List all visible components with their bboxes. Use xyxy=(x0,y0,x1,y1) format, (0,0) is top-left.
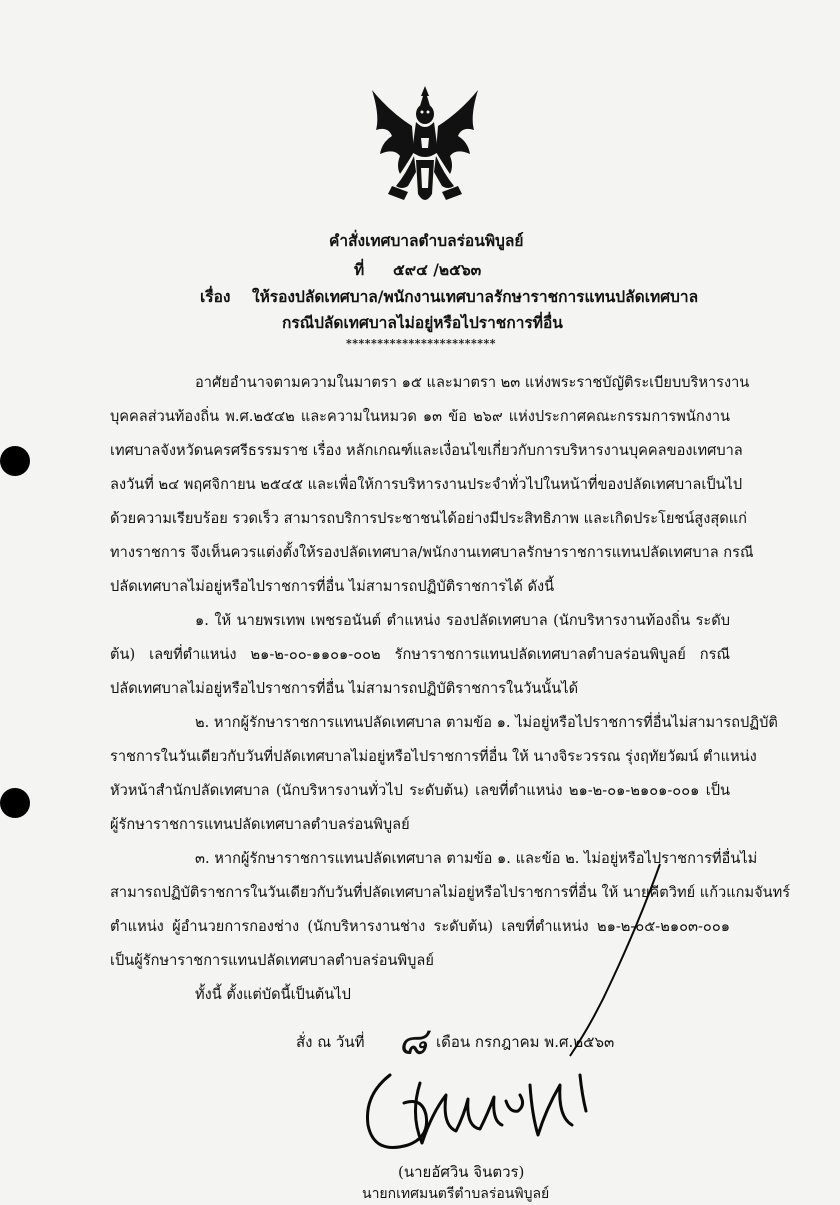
subject-line-2: กรณีปลัดเทศบาลไม่อยู่หรือไปราชการที่อื่น xyxy=(282,313,563,332)
effective-clause: ทั้งนี้ ตั้งแต่บัดนี้เป็นต้นไป xyxy=(195,986,351,1003)
paragraph-line: ปลัดเทศบาลไม่อยู่หรือไปราชการที่อื่น ไม่สามารถปฏิบัติราชการได้ ดังนี้ xyxy=(110,578,555,595)
signature-scribble-icon xyxy=(360,1055,600,1165)
paragraph-line: ทางราชการ จึงเห็นควรแต่งตั้งให้รองปลัดเทศบาล/พนักงานเทศบาลรักษาราชการแทนปลัดเทศบาล กรณี xyxy=(110,544,754,561)
paragraph-line: ตำแหน่ง ผู้อำนวยการกองช่าง (นักบริหารงานช่าง ระดับต้น) เลขที่ตำแหน่ง ๒๑-๒-๐๕-๒๑๐๓-๐๐๑ xyxy=(110,918,730,935)
paragraph-line: ปลัดเทศบาลไม่อยู่หรือไปราชการที่อื่น ไม่สามารถปฏิบัติราชการในวันนั้นได้ xyxy=(110,680,579,697)
paragraph-line: ๑. ให้ นายพรเทพ เพชรอนันต์ ตำแหน่ง รองปลัดเทศบาล (นักบริหารงานท้องถิ่น ระดับ xyxy=(195,612,730,629)
ordered-month-year: เดือน กรกฎาคม พ.ศ.๒๕๖๓ xyxy=(436,1033,615,1051)
punch-hole xyxy=(0,446,30,476)
paragraph-line: ๓. หากผู้รักษาราชการแทนปลัดเทศบาล ตามข้อ ๑. และข้อ ๒. ไม่อยู่หรือไปราชการที่อื่นไม่ xyxy=(195,850,758,867)
document-title: คำสั่งเทศบาลตำบลร่อนพิบูลย์ xyxy=(329,231,524,250)
ordered-date-label: สั่ง ณ วันที่ xyxy=(296,1033,365,1051)
punch-hole xyxy=(0,788,30,818)
paragraph-line: เป็นผู้รักษาราชการแทนปลัดเทศบาลตำบลร่อนพิบูลย์ xyxy=(110,952,434,969)
paragraph-line: หัวหน้าสำนักปลัดเทศบาล (นักบริหารงานทั่วไป ระดับต้น) เลขที่ตำแหน่ง ๒๑-๒-๐๑-๒๑๐๑-๐๐๑ เป็น xyxy=(110,782,730,799)
signer-position: นายกเทศมนตรีตำบลร่อนพิบูลย์ xyxy=(362,1186,550,1202)
separator: ************************ xyxy=(346,337,497,350)
paragraph-line: ผู้รักษาราชการแทนปลัดเทศบาลตำบลร่อนพิบูลย์ xyxy=(110,816,410,833)
paragraph-line: ต้น) เลขที่ตำแหน่ง ๒๑-๒-๐๐-๑๑๐๑-๐๐๒ รักษาราชการแทนปลัดเทศบาลตำบลร่อนพิบูลย์ กรณี xyxy=(110,646,730,663)
paragraph-line: สามารถปฏิบัติราชการในวันเดียวกับวันที่ปลัดเทศบาลไม่อยู่หรือไปราชการที่อื่น ให้ นายคีตวิทย์ แก้วแกมจันทร์ xyxy=(110,884,791,901)
paragraph-line: อาศัยอำนาจตามความในมาตรา ๑๕ และมาตรา ๒๓ แห่งพระราชบัญัติระเบียบบริหารงาน xyxy=(195,374,750,391)
paragraph-line: ด้วยความเรียบร้อย รวดเร็ว สามารถบริการประชาชนได้อย่างมีประสิทธิภาพ และเกิดประโยชน์สูงสุดแก่ xyxy=(110,510,747,527)
garuda-emblem-icon xyxy=(366,82,484,212)
subject-label: เรื่อง xyxy=(200,287,231,306)
paragraph-line: ลงวันที่ ๒๔ พฤศจิกายน ๒๕๔๕ และเพื่อให้การบริหารงานประจำทั่วไปในหน้าที่ของปลัดเทศบาลเป็นไป xyxy=(110,476,743,493)
pen-stroke-icon xyxy=(560,860,670,1060)
subject-line-1: ให้รองปลัดเทศบาล/พนักงานเทศบาลรักษาราชการแทนปลัดเทศบาล xyxy=(252,287,699,306)
handwritten-day: ๘ xyxy=(398,1019,428,1063)
order-number-label: ที่ xyxy=(354,260,365,279)
order-number: ๕๙๔ /๒๕๖๓ xyxy=(393,260,482,279)
paragraph-line: บุคคลส่วนท้องถิ่น พ.ศ.๒๕๔๒ และความในหมวด ๑๓ ข้อ ๒๖๙ แห่งประกาศคณะกรรมการพนักงาน xyxy=(110,408,730,425)
signer-name: (นายอัศวิน จินตวร) xyxy=(398,1163,525,1181)
paragraph-line: เทศบาลจังหวัดนครศรีธรรมราช เรื่อง หลักเกณฑ์และเงื่อนไขเกี่ยวกับการบริหารงานบุคคลของเทศบาล xyxy=(110,442,743,459)
paragraph-line: ราชการในวันเดียวกับวันที่ปลัดเทศบาลไม่อยู่หรือไปราชการที่อื่น ให้ นางจิระวรรณ รุ่งฤทัยวัฒน์ ตำแหน่ง xyxy=(110,748,757,765)
paragraph-line: ๒. หากผู้รักษาราชการแทนปลัดเทศบาล ตามข้อ ๑. ไม่อยู่หรือไปราชการที่อื่นไม่สามารถปฏิบัติ xyxy=(195,714,778,731)
